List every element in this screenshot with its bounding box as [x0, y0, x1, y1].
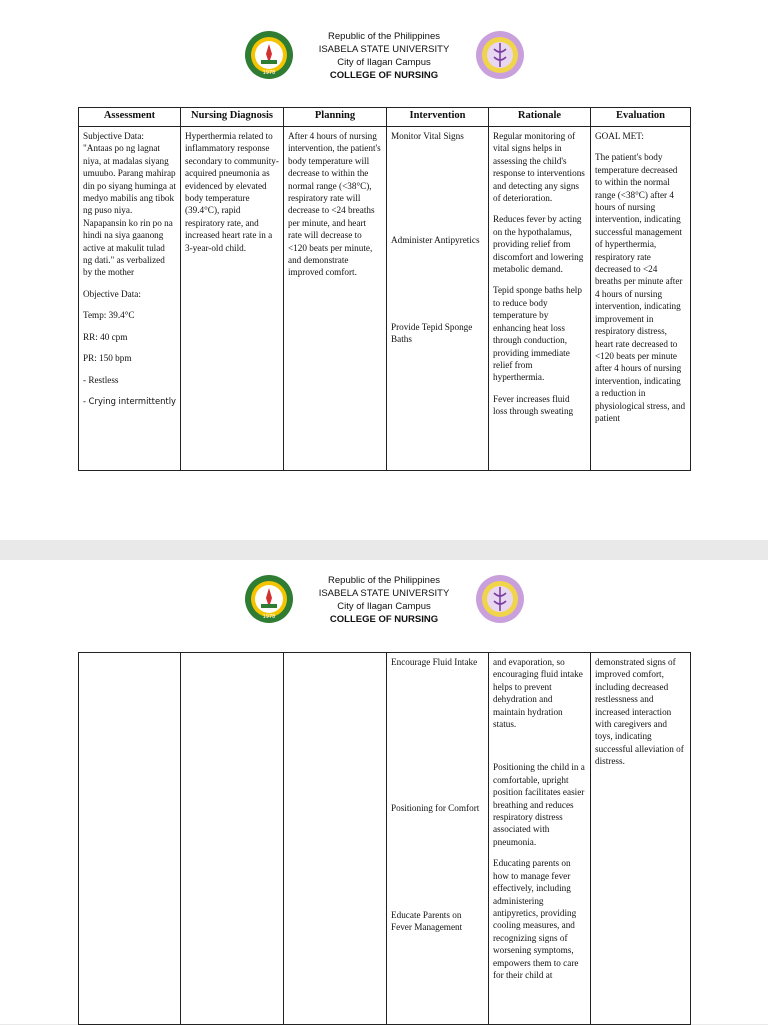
- header-text-block: [290, 574, 478, 626]
- column-header-planning: Planning: [284, 108, 387, 127]
- page-header: [0, 30, 768, 110]
- diagnosis-cell: [181, 127, 284, 471]
- evaluation-text: demonstrated signs of improved comfort, including decreased restlessness and increased interaction with caregivers and toys, indicating successful alleviation of distress.: [595, 657, 684, 767]
- header-campus: City of Ilagan Campus: [337, 57, 431, 68]
- evaluation-cell: [591, 653, 691, 1025]
- planning-text: After 4 hours of nursing intervention, the patient's body temperature will decrease to within the normal range (<38°C), respiratory rate will decrease to <24 breaths per minute, and heart rate will decrease to <120 beats per minute, and demonstrate improved comfort.: [288, 131, 381, 278]
- nursing-seal-icon: [475, 574, 525, 624]
- header-campus: City of Ilagan Campus: [337, 601, 431, 612]
- crying-note: - Crying intermittently: [83, 395, 176, 406]
- temperature-value: Temp: 39.4°C: [83, 310, 135, 321]
- intervention-item: Administer Antipyretics: [391, 235, 480, 246]
- table-header-row: [79, 108, 691, 127]
- rationale-item: Tepid sponge baths help to reduce body temperature by enhancing heat loss through conduction, providing immediate relief from hyperthermia.: [493, 285, 582, 383]
- assessment-cell: [79, 653, 181, 1025]
- goal-met-label: GOAL MET:: [595, 131, 644, 141]
- intervention-item: Monitor Vital Signs: [391, 131, 464, 141]
- header-college: COLLEGE OF NURSING: [329, 614, 439, 625]
- table-row: [79, 127, 691, 471]
- header-text-block: [290, 30, 478, 82]
- rationale-item: Positioning the child in a comfortable, upright position facilitates easier breathing and reduces respiratory distress associated with pneumonia.: [493, 762, 585, 847]
- intervention-cell: [387, 653, 489, 1025]
- nursing-care-plan-table-continued: [78, 652, 691, 1025]
- rationale-cell: [489, 653, 591, 1025]
- nursing-care-plan-table: [78, 107, 691, 471]
- university-seal-icon: [244, 30, 294, 80]
- intervention-item: Educate Parents on Fever Management: [391, 909, 463, 933]
- header-university: ISABELA STATE UNIVERSITY: [318, 588, 450, 599]
- header-college: COLLEGE OF NURSING: [329, 70, 439, 81]
- evaluation-cell: [591, 127, 691, 471]
- planning-cell: [284, 653, 387, 1025]
- rationale-cell: [489, 127, 591, 471]
- column-header-assessment: Assessment: [79, 108, 181, 127]
- subjective-label: Subjective Data:: [83, 131, 144, 141]
- header-republic: Republic of the Philippines: [328, 31, 440, 42]
- svg-text:1978: 1978: [262, 614, 276, 620]
- header-republic: Republic of the Philippines: [328, 575, 440, 586]
- diagnosis-text: Hyperthermia related to inflammatory response secondary to community-acquired pneumonia as evidenced by elevated body temperature (39.4°C), rapid respiratory rate, and increased heart rate in a 3-year-old child.: [185, 131, 279, 253]
- subjective-text: "Antaas po ng lagnat niya, at madalas siyang umuubo. Parang mahirap din po siyang huminga at medyo mabilis ang tibok ng puso niya. Napapansin ko rin po na hindi na siya gaanong active at makulit tulad ng dati." as verbalized by the mother: [83, 143, 176, 278]
- rationale-item: Fever increases fluid loss through sweating: [493, 393, 574, 417]
- respiratory-rate-value: RR: 40 cpm: [83, 331, 128, 342]
- table-row: [79, 653, 691, 1025]
- page-header: [0, 574, 768, 654]
- rationale-item: and evaporation, so encouraging fluid intake helps to prevent dehydration and maintain hydration status.: [493, 657, 583, 730]
- rationale-item: Educating parents on how to manage fever effectively, including administering antipyretics, providing cooling measures, and recognizing signs of worsening symptoms, empowers them to care for their child at: [493, 858, 579, 980]
- assessment-cell: [79, 127, 181, 471]
- column-header-diagnosis: Nursing Diagnosis: [181, 108, 284, 127]
- nursing-seal-icon: [475, 30, 525, 80]
- intervention-cell: [387, 127, 489, 471]
- intervention-item: Positioning for Comfort: [391, 803, 480, 814]
- column-header-intervention: Intervention: [387, 108, 489, 127]
- column-header-evaluation: Evaluation: [591, 108, 691, 127]
- document-page-2: [0, 560, 768, 1024]
- planning-cell: [284, 127, 387, 471]
- intervention-item: Encourage Fluid Intake: [391, 657, 478, 667]
- column-header-rationale: Rationale: [489, 108, 591, 127]
- evaluation-text: The patient's body temperature decreased to within the normal range (<38°C) after 4 hours of nursing intervention, indicating successful management of hyperthermia, respiratory rate decreased to <24 breaths per minute after 4 hours of nursing intervention, indicating improvement in respiratory distress, heart rate decreased to <120 beats per minute after 4 hours of nursing intervention, indicating a reduction in physiological stress, and patient: [595, 152, 686, 423]
- svg-text:1978: 1978: [262, 70, 276, 76]
- objective-label: Objective Data:: [83, 288, 141, 299]
- rationale-item: Reduces fever by acting on the hypothalamus, providing relief from discomfort and lowering metabolic demand.: [493, 214, 584, 275]
- rationale-item: Regular monitoring of vital signs helps in assessing the child's response to interventions and detecting any signs of deterioration.: [493, 131, 585, 204]
- university-seal-icon: [244, 574, 294, 624]
- header-university: ISABELA STATE UNIVERSITY: [318, 44, 450, 55]
- restless-note: - Restless: [83, 374, 119, 385]
- intervention-item: Provide Tepid Sponge Baths: [391, 321, 473, 345]
- pulse-rate-value: PR: 150 bpm: [83, 353, 132, 364]
- diagnosis-cell: [181, 653, 284, 1025]
